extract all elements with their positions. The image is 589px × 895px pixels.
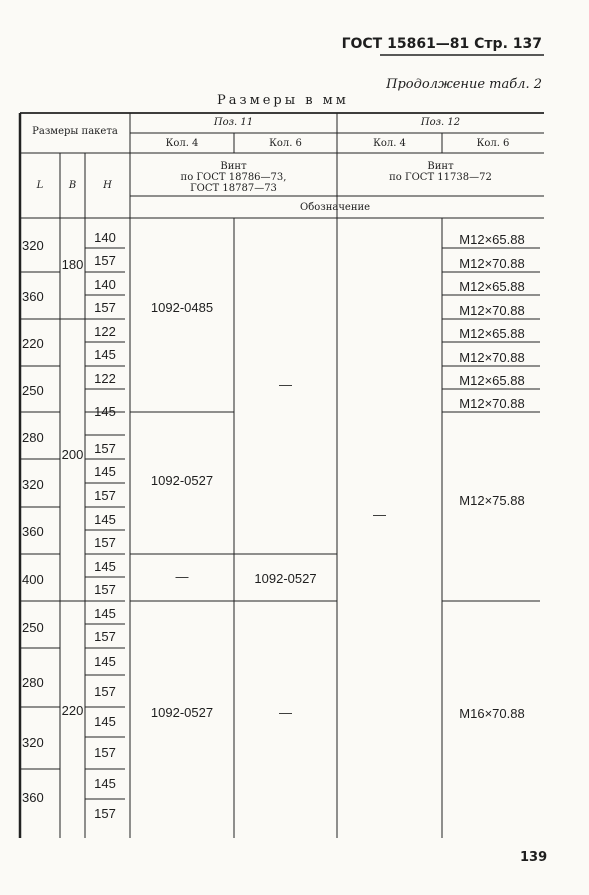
H-value: 157 bbox=[94, 300, 116, 315]
H-value: 157 bbox=[94, 629, 116, 644]
pos11-kol6-value: 1092-0527 bbox=[254, 571, 317, 586]
L-value: 220 bbox=[22, 336, 44, 351]
pos12-kol4-header: Кол. 4 bbox=[373, 138, 406, 149]
pos12-kol6-value: M12×65.88 bbox=[459, 279, 525, 294]
col-B-header: B bbox=[68, 180, 77, 191]
H-value: 157 bbox=[94, 253, 116, 268]
pos12-kol6-header: Кол. 6 bbox=[476, 138, 510, 149]
pos12-kol6-value: M12×75.88 bbox=[459, 493, 525, 508]
H-value: 140 bbox=[94, 277, 116, 292]
pos11-kol4-header: Кол. 4 bbox=[165, 138, 199, 149]
H-value: 145 bbox=[94, 606, 116, 621]
H-value: 145 bbox=[94, 464, 116, 479]
L-value: 320 bbox=[22, 735, 44, 750]
H-value: 145 bbox=[94, 559, 116, 574]
pos12-kol6-value: M12×65.88 bbox=[459, 232, 525, 247]
pos12-screw-line1: Винт bbox=[427, 161, 454, 172]
H-value: 122 bbox=[94, 324, 116, 339]
pos11-header: Поз. 11 bbox=[213, 117, 254, 128]
B-value: 200 bbox=[61, 447, 84, 462]
H-value: 122 bbox=[94, 371, 116, 386]
pos12-kol4-value: — bbox=[373, 507, 386, 522]
package-sizes-header: Размеры пакета bbox=[32, 126, 118, 137]
L-value: 250 bbox=[22, 383, 44, 398]
H-value: 157 bbox=[94, 684, 116, 699]
H-value: 145 bbox=[94, 404, 116, 419]
L-value: 280 bbox=[22, 430, 44, 445]
H-value: 157 bbox=[94, 441, 116, 456]
pos11-kol6-header: Кол. 6 bbox=[269, 138, 302, 149]
pos11-kol4-value: 1092-0485 bbox=[150, 300, 214, 315]
pos11-screw-line2: по ГОСТ 18786—73, bbox=[180, 172, 287, 183]
H-value: 157 bbox=[94, 745, 116, 760]
pos11-kol4-value: — bbox=[175, 569, 189, 584]
L-value: 320 bbox=[22, 477, 44, 492]
pos11-screw-spec bbox=[130, 161, 337, 194]
pos12-screw-spec bbox=[337, 161, 544, 183]
L-value: 320 bbox=[22, 238, 44, 253]
L-value: 360 bbox=[22, 790, 44, 805]
L-value: 360 bbox=[22, 524, 44, 539]
H-value: 145 bbox=[94, 347, 116, 362]
H-value: 145 bbox=[94, 654, 116, 669]
pos12-header: Поз. 12 bbox=[420, 117, 461, 128]
pos12-kol6-value: M12×65.88 bbox=[459, 373, 525, 388]
L-value: 400 bbox=[22, 572, 44, 587]
H-value: 157 bbox=[94, 582, 116, 597]
pos11-kol4-value: 1092-0527 bbox=[150, 473, 214, 488]
B-value: 180 bbox=[61, 257, 84, 272]
pos12-kol6-value: M12×65.88 bbox=[459, 326, 525, 341]
continuation-note: Продолжение табл. 2 bbox=[386, 77, 542, 92]
pos12-kol6-value: M12×70.88 bbox=[459, 396, 525, 411]
page-number: 139 bbox=[520, 850, 548, 865]
H-value: 157 bbox=[94, 806, 116, 821]
pos11-kol6-value: — bbox=[279, 377, 292, 392]
pos11-screw-line3: ГОСТ 18787—73 bbox=[190, 183, 277, 194]
L-value: 250 bbox=[22, 620, 44, 635]
pos12-kol6-value: M12×70.88 bbox=[459, 303, 525, 318]
pos12-kol6-value: M12×70.88 bbox=[459, 350, 525, 365]
pos11-screw-line1: Винт bbox=[220, 161, 247, 172]
pos12-screw-line2: по ГОСТ 11738—72 bbox=[389, 172, 492, 183]
B-value: 220 bbox=[61, 703, 84, 718]
pos11-kol4-value: 1092-0527 bbox=[150, 705, 214, 720]
designation-header: Обозначение bbox=[300, 202, 371, 213]
standard-header: ГОСТ 15861—81 Стр. 137 bbox=[341, 36, 542, 52]
H-value: 157 bbox=[94, 535, 116, 550]
pos12-kol6-value: M12×70.88 bbox=[459, 256, 525, 271]
col-H-header: H bbox=[103, 180, 112, 191]
dimensions-note: Размеры в мм bbox=[217, 93, 349, 108]
H-value: 140 bbox=[94, 230, 116, 245]
H-value: 145 bbox=[94, 776, 116, 791]
H-value: 145 bbox=[94, 512, 116, 527]
pos12-kol6-value: M16×70.88 bbox=[459, 706, 525, 721]
L-value: 360 bbox=[22, 289, 44, 304]
H-value: 145 bbox=[94, 714, 116, 729]
pos11-kol6-value: — bbox=[279, 705, 292, 720]
L-value: 280 bbox=[22, 675, 44, 690]
H-value: 157 bbox=[94, 488, 116, 503]
col-L-header: L bbox=[36, 180, 44, 191]
